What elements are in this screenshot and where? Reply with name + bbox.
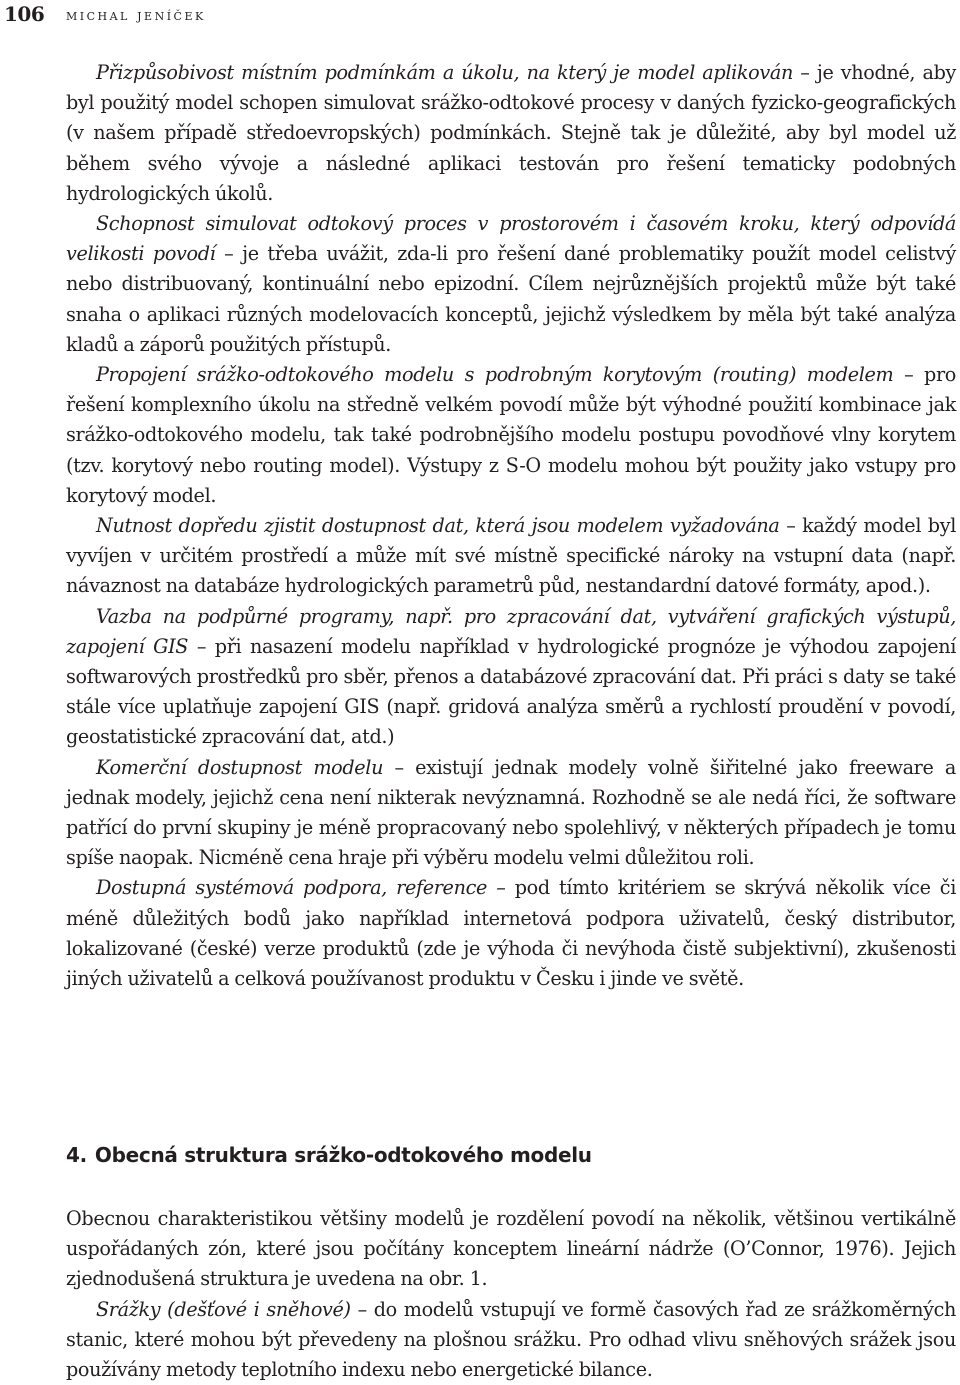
paragraph-text: pro řešení komplexního úkolu na středně velkém povodí může být výhodné použití kombinace jak srážko-odtokového modelu, tak také podrobnějšího modelu postupu povodňové vlny korytem (tzv. korytový nebo routing model). Výstupy z S-O modelu mohou být použity jako vstupy pro korytový model. bbox=[66, 363, 956, 507]
paragraph-lead: Přizpůsobivost místním podmínkám a úkolu, na který je model aplikován bbox=[96, 61, 793, 84]
paragraph-text: při nasazení modelu například v hydrologické prognóze je výhodou zapojení softwarových prostředků pro sběr, přenos a databázové zpracování dat. Při práci s daty se také stále více uplatňuje zapojení GIS (např. gridová analýza směrů a rychlostí proudění v povodí, geostatistické zpracování dat, atd.) bbox=[66, 634, 956, 749]
dash: – bbox=[215, 242, 243, 266]
page-number: 106 bbox=[4, 2, 45, 26]
paragraph-lead: Komerční dostupnost modelu bbox=[96, 755, 384, 779]
paragraph-lead: Nutnost dopředu zjistit dostupnost dat, která jsou modelem vyžadována bbox=[96, 514, 780, 538]
paragraph-system-support bbox=[66, 873, 956, 994]
section-body bbox=[66, 1204, 956, 1385]
section-title: Obecná struktura srážko-odtokového modelu bbox=[94, 1143, 592, 1167]
paragraph-text: do modelů vstupují ve formě časových řad ze srážkoměrných stanic, které mohou být převedeny na plošnou srážku. Pro odhad vlivu sněhových srážek jsou používány metody teplotního indexu nebo energetické bilance. bbox=[66, 1297, 956, 1382]
paragraph-text: každý model byl vyvíjen v určitém prostředí a může mít své místně specifické nároky na vstupní data (např. návaznost na databáze hydrologických parametrů půd, nestandardní datové formáty, apod.). bbox=[66, 514, 956, 598]
section-intro-paragraph: Obecnou charakteristikou většiny modelů je rozdělení povodí na několik, většinou vertikálně uspořádaných zón, které jsou počítány konceptem lineární nádrže (O’Connor, 1976). Jejich zjednodušená struktura je uvedena na obr. 1. bbox=[66, 1207, 956, 1291]
section-number: 4. bbox=[66, 1143, 87, 1167]
section-heading bbox=[66, 1143, 592, 1167]
paragraph-simulation-ability bbox=[66, 209, 956, 360]
paragraph-precipitation bbox=[66, 1295, 956, 1385]
paragraph-support-programs bbox=[66, 602, 956, 753]
paragraph-lead: Schopnost simulovat odtokový proces v prostorovém i časovém kroku, který odpovídá velikosti povodí bbox=[66, 212, 956, 266]
paragraph-lead: Srážky (dešťové i sněhové) bbox=[96, 1297, 351, 1321]
paragraph-text: je třeba uvážit, zda-li pro řešení dané problematiky použít model celistvý nebo distribuovaný, kontinuální nebo epizodní. Cílem nejrůznějších projektů může být také snaha o aplikaci různých modelovacích konceptů, jejichž výsledkem by měla být také analýza kladů a záporů použitých přístupů. bbox=[66, 242, 956, 356]
paragraph-routing-link bbox=[66, 360, 956, 511]
dash: – bbox=[383, 755, 416, 779]
dash: – bbox=[486, 876, 515, 900]
dash: – bbox=[893, 363, 925, 387]
paragraph-lead: Vazba na podpůrné programy, např. pro zpracování dat, vytváření grafických výstupů, zapojení GIS bbox=[66, 604, 956, 658]
paragraph-data-availability bbox=[66, 511, 956, 602]
dash: – bbox=[779, 514, 803, 538]
criteria-list bbox=[66, 58, 956, 994]
paragraph-commercial-availability bbox=[66, 753, 956, 874]
dash: – bbox=[350, 1297, 374, 1321]
paragraph-adaptability bbox=[66, 58, 956, 209]
paragraph-lead: Propojení srážko-odtokového modelu s podrobným korytovým (routing) modelem bbox=[96, 363, 894, 387]
paragraph-text: pod tímto kritériem se skrývá několik více či méně důležitých bodů jako například internetová podpora uživatelů, český distributor, lokalizované (české) verze produktů (zde je výhoda či nevýhoda čistě subjektivní), zkušenosti jiných uživatelů a celková používanost produktu v Česku i jinde ve světě. bbox=[66, 876, 956, 991]
dash: – bbox=[188, 634, 215, 658]
paragraph-lead: Dostupná systémová podpora, reference bbox=[96, 876, 487, 900]
paragraph-text: existují jednak modely volně šiřitelné jako freeware a jednak modely, jejichž cena není nikterak nevýznamná. Rozhodně se ale nedá říci, že software patřící do první skupiny je méně propracovaný nebo spolehlivý, v některých případech je tomu spíše naopak. Nicméně cena hraje při výběru modelu velmi důležitou roli. bbox=[66, 755, 956, 870]
paragraph-text: je vhodné, aby byl použitý model schopen simulovat srážko-odtokové procesy v daných fyzicko-geografických (v našem případě středoevropských) podmínkách. Stejně tak je důležité, aby byl model už během svého vývoje a následné aplikaci testován pro řešení tematicky podobných hydrologických úkolů. bbox=[66, 61, 957, 205]
page-header bbox=[0, 0, 960, 30]
running-head: michal jeníček bbox=[66, 6, 206, 24]
dash: – bbox=[792, 61, 817, 84]
